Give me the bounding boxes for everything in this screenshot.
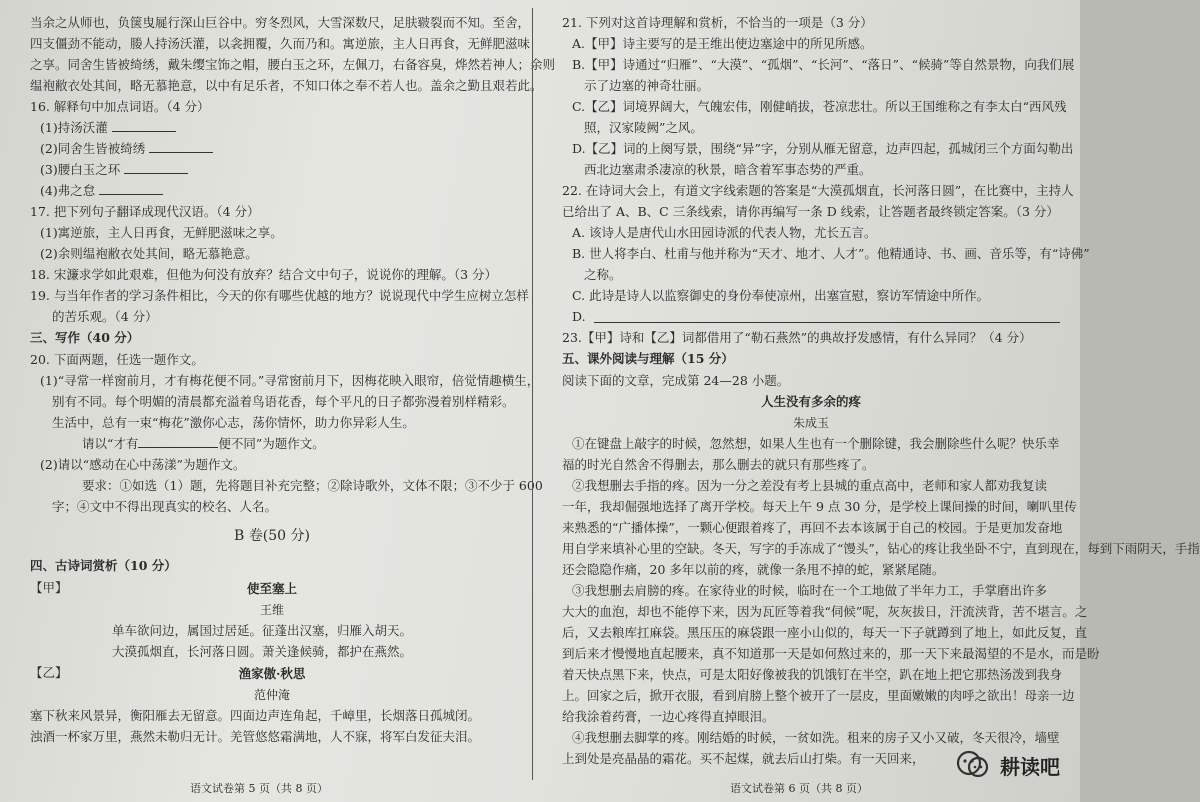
passage-line: 之享。同舍生皆被绮绣，戴朱缨宝饰之帽，腰白玉之环，左佩刀，右备容臭，烨然若神人；余则 [30,57,556,72]
q20-title-fill [30,433,514,454]
watermark [954,746,1060,784]
article-line: ③我想删去肩膀的疼。在家待业的时候，临时在一个工地做了半年力工，手掌磨出许多 [572,583,1048,598]
label-jia: 【甲】 [30,580,68,595]
page-6-footer: 语文试卷第 6 页（共 8 页） [730,782,868,795]
question-22: 22. 在诗词大会上，有道文字线索题的答案是“大漠孤烟直，长河落日圆”，在比赛中，主持人 [562,183,1074,198]
article-line: 还会隐隐作痛，20 多年以前的疼，就像一条甩不掉的蛇，紧紧尾随。 [562,562,945,577]
watermark-text: 耕读吧 [1000,754,1060,779]
poem-2-title: 渔家傲·秋思 [238,666,306,681]
article-line: 给我涂着药膏，一边心疼得直掉眼泪。 [562,709,775,724]
q17-item: (2)余则缊袍敝衣处其间，略无慕艳意。 [40,246,258,261]
question-23: 23.【甲】诗和【乙】词都借用了“勒石燕然”的典故抒发感情，有什么异同？（4 分） [562,330,1032,345]
title-blank[interactable] [138,435,218,448]
q21-option-cont: 照，汉家陵阙”之风。 [584,120,703,135]
wechat-channel-icon [954,746,992,784]
q16-item [30,180,514,201]
article-line: 上。回家之后，掀开衣服，看到肩膀上整个被开了一层皮，里面嫩嫩的肉呼之欲出！母亲一边 [562,688,1075,703]
poem-line: 单车欲问边，属国过居延。征蓬出汉塞，归雁入胡天。 [112,623,413,638]
q21-option-cont: 示了边塞的神奇壮丽。 [584,78,710,93]
question-19-cont: 的苦乐观。（4 分） [52,309,158,324]
q21-option: C.【乙】词境界阔大，气魄宏伟，刚健峭拔，苍凉悲壮。所以王国维称之有李太白“西风残 [572,99,1067,114]
q16-item [30,138,514,159]
answer-blank[interactable] [99,182,163,195]
q20-option-2: (2)请以“感动在心中荡漾”为题作文。 [40,457,246,472]
section-b-title: B 卷(50 分) [234,528,310,544]
section-poetry: 四、古诗词赏析（10 分） [30,558,177,573]
q22-clue-cont: 之称。 [584,267,622,282]
passage-line: 四支僵劲不能动，媵人持汤沃灌，以衾拥覆，久而乃和。寓逆旅，主人日再食，无鲜肥滋味 [30,36,531,51]
question-17: 17. 把下列句子翻译成现代汉语。（4 分） [30,204,260,219]
q22-clue-d [562,306,1060,327]
poem-1-title: 使至塞上 [246,581,297,596]
q20-title-prefix: 请以“才有 [82,436,139,451]
question-19: 19. 与当年作者的学习条件相比，今天的你有哪些优越的地方？说说现代中学生应树立怎样 [30,288,529,303]
q20-requirement: 要求：①如选（1）题，先将题目补充完整；②除诗歌外，文体不限；③不少于 600 [82,478,543,493]
article-line: ④我想删去脚掌的疼。刚结婚的时候，一贫如洗。租来的房子又小又破，冬天很冷，墙壁 [572,730,1060,745]
article-line: 来熟悉的“广播体操”，一颗心便跟着疼了，再回不去本该属于自己的校园。于是更加发奋地 [562,520,1063,535]
q21-option: A.【甲】诗主要写的是王维出使边塞途中的所见所感。 [572,36,873,51]
q22-d-label: D. [572,309,586,324]
q22-clue: B. 世人将李白、杜甫与他并称为“天才、地才、人才”。他精通诗、书、画、音乐等，有“诗佛” [572,246,1090,261]
question-18: 18. 宋濂求学如此艰难，但他为何没有放弃？结合文中句子，说说你的理解。（3 分） [30,267,498,282]
q21-option: D.【乙】词的上阕写景，围绕“异”字，分别从雁无留意，边声四起，孤城闭三个方面勾勒出 [572,141,1074,156]
q16-item [30,117,514,138]
passage-line: 当余之从师也，负箧曳屣行深山巨谷中。穷冬烈风，大雪深数尺，足肤皲裂而不知。至舍， [30,15,531,30]
article-line: 福的时光自然舍不得删去，那么删去的就只有那些疼了。 [562,457,875,472]
q17-item: (1)寓逆旅，主人日再食，无鲜肥滋味之享。 [40,225,283,240]
page-5-footer: 语文试卷第 5 页（共 8 页） [190,782,328,795]
q21-option-cont: 西北边塞肃杀凄凉的秋景，暗含着军事态势的严重。 [584,162,872,177]
q16-item-text: (3)腰白玉之环 [40,162,121,177]
q16-item-text: (4)弗之怠 [40,183,96,198]
q16-item [30,159,514,180]
q20-title-suffix: 便不同”为题作文。 [218,436,325,451]
article-author: 朱成玉 [792,416,829,430]
section-reading: 五、课外阅读与理解（15 分） [562,351,734,366]
page-5 [0,0,556,802]
q22-clue: C. 此诗是诗人以监察御史的身份奉使凉州，出塞宣慰，察访军情途中所作。 [572,288,990,303]
poem-line: 大漠孤烟直，长河落日圆。萧关逢候骑，都护在燕然。 [112,644,413,659]
section-writing: 三、写作（40 分） [30,330,140,345]
q20-prompt-line: 别有不同。每个明媚的清晨都充溢着鸟语花香，每个平凡的日子都弥漫着别样精彩。 [52,394,515,409]
q20-prompt-line: (1)“寻常一样窗前月，才有梅花便不同。”寻常窗前月下，因梅花映入眼帘，倍觉情趣横生， [40,373,540,388]
question-21: 21. 下列对这首诗理解和赏析，不恰当的一项是（3 分） [562,15,873,30]
article-line: 后，又去粮库扛麻袋。黑压压的麻袋跟一座小山似的，每天一下子就蹲到了地上，如此反复，直 [562,625,1088,640]
article-line: 到后来才慢慢地直起腰来，真不知道那一天是如何熬过来的，那一天下来最渴望的不是水，而是盼 [562,646,1100,661]
page-divider [532,8,533,780]
article-line: 上到处是亮晶晶的霜花。买不起煤，就去后山打柴。有一天回来， [562,751,925,766]
passage-line: 缊袍敝衣处其间，略无慕艳意，以中有足乐者，不知口体之奉不若人也。盖余之勤且艰若此。 [30,78,543,93]
poem-line: 塞下秋来风景异，衡阳雁去无留意。四面边声连角起，千嶂里，长烟落日孤城闭。 [30,708,481,723]
answer-blank[interactable] [124,161,188,174]
question-16: 16. 解释句中加点词语。（4 分） [30,99,210,114]
poem-1-author: 王维 [259,603,284,617]
article-line: 着天快点黑下来，快点，可是太阳好像被我的饥饿钉在半空，趴在地上把它那热汤泼到我身 [562,667,1063,682]
q20-requirement: 字；④文中不得出现真实的校名、人名。 [52,499,278,514]
answer-blank[interactable] [112,119,176,132]
q22-d-answer-line[interactable] [594,322,1060,323]
reading-intro: 阅读下面的文章，完成第 24—28 小题。 [562,373,790,388]
page-6 [540,0,1200,802]
q21-option: B.【甲】诗通过“归雁”、“大漠”、“孤烟”、“长河”、“落日”、“候骑”等自然景物，向我们展 [572,57,1075,72]
article-title: 人生没有多余的疼 [760,394,861,409]
answer-blank[interactable] [149,140,213,153]
q16-item-text: (2)同舍生皆被绮绣 [40,141,146,156]
article-line: ①在键盘上敲字的时候，忽然想，如果人生也有一个删除键，我会删除些什么呢？快乐幸 [572,436,1060,451]
label-yi: 【乙】 [30,665,68,680]
article-line: ②我想删去手指的疼。因为一分之差没有考上县城的重点高中，老师和家人都劝我复读 [572,478,1048,493]
article-line: 用自学来填补心里的空缺。冬天，写字的手冻成了“馒头”，钻心的疼让我坐卧不宁，直到现在，每到下雨阴天，手指 [562,541,1200,556]
question-20: 20. 下面两题，任选一题作文。 [30,352,204,367]
article-line: 大大的血泡，却也不能停下来，因为瓦匠等着我“伺候”呢，灰灰拔日，汗流浃背，苦不堪言。之 [562,604,1088,619]
poem-line: 浊酒一杯家万里，燕然未勒归无计。羌管悠悠霜满地，人不寐，将军白发征夫泪。 [30,729,481,744]
q16-item-text: (1)持汤沃灌 [40,120,108,135]
article-line: 一年，我却倔强地选择了离开学校。每天上午 9 点 30 分，是学校上课间操的时间，喇叭里传 [562,499,1077,514]
question-22-cont: 已给出了 A、B、C 三条线索，请你再编写一条 D 线索，让答题者最终锁定答案。（3 分） [562,204,1059,219]
q20-prompt-line: 生活中，总有一束“梅花”激你心志，荡你情怀，助力你异彩人生。 [52,415,415,430]
poem-2-author: 范仲淹 [253,688,290,702]
q22-clue: A. 该诗人是唐代山水田园诗派的代表人物，尤长五言。 [572,225,877,240]
